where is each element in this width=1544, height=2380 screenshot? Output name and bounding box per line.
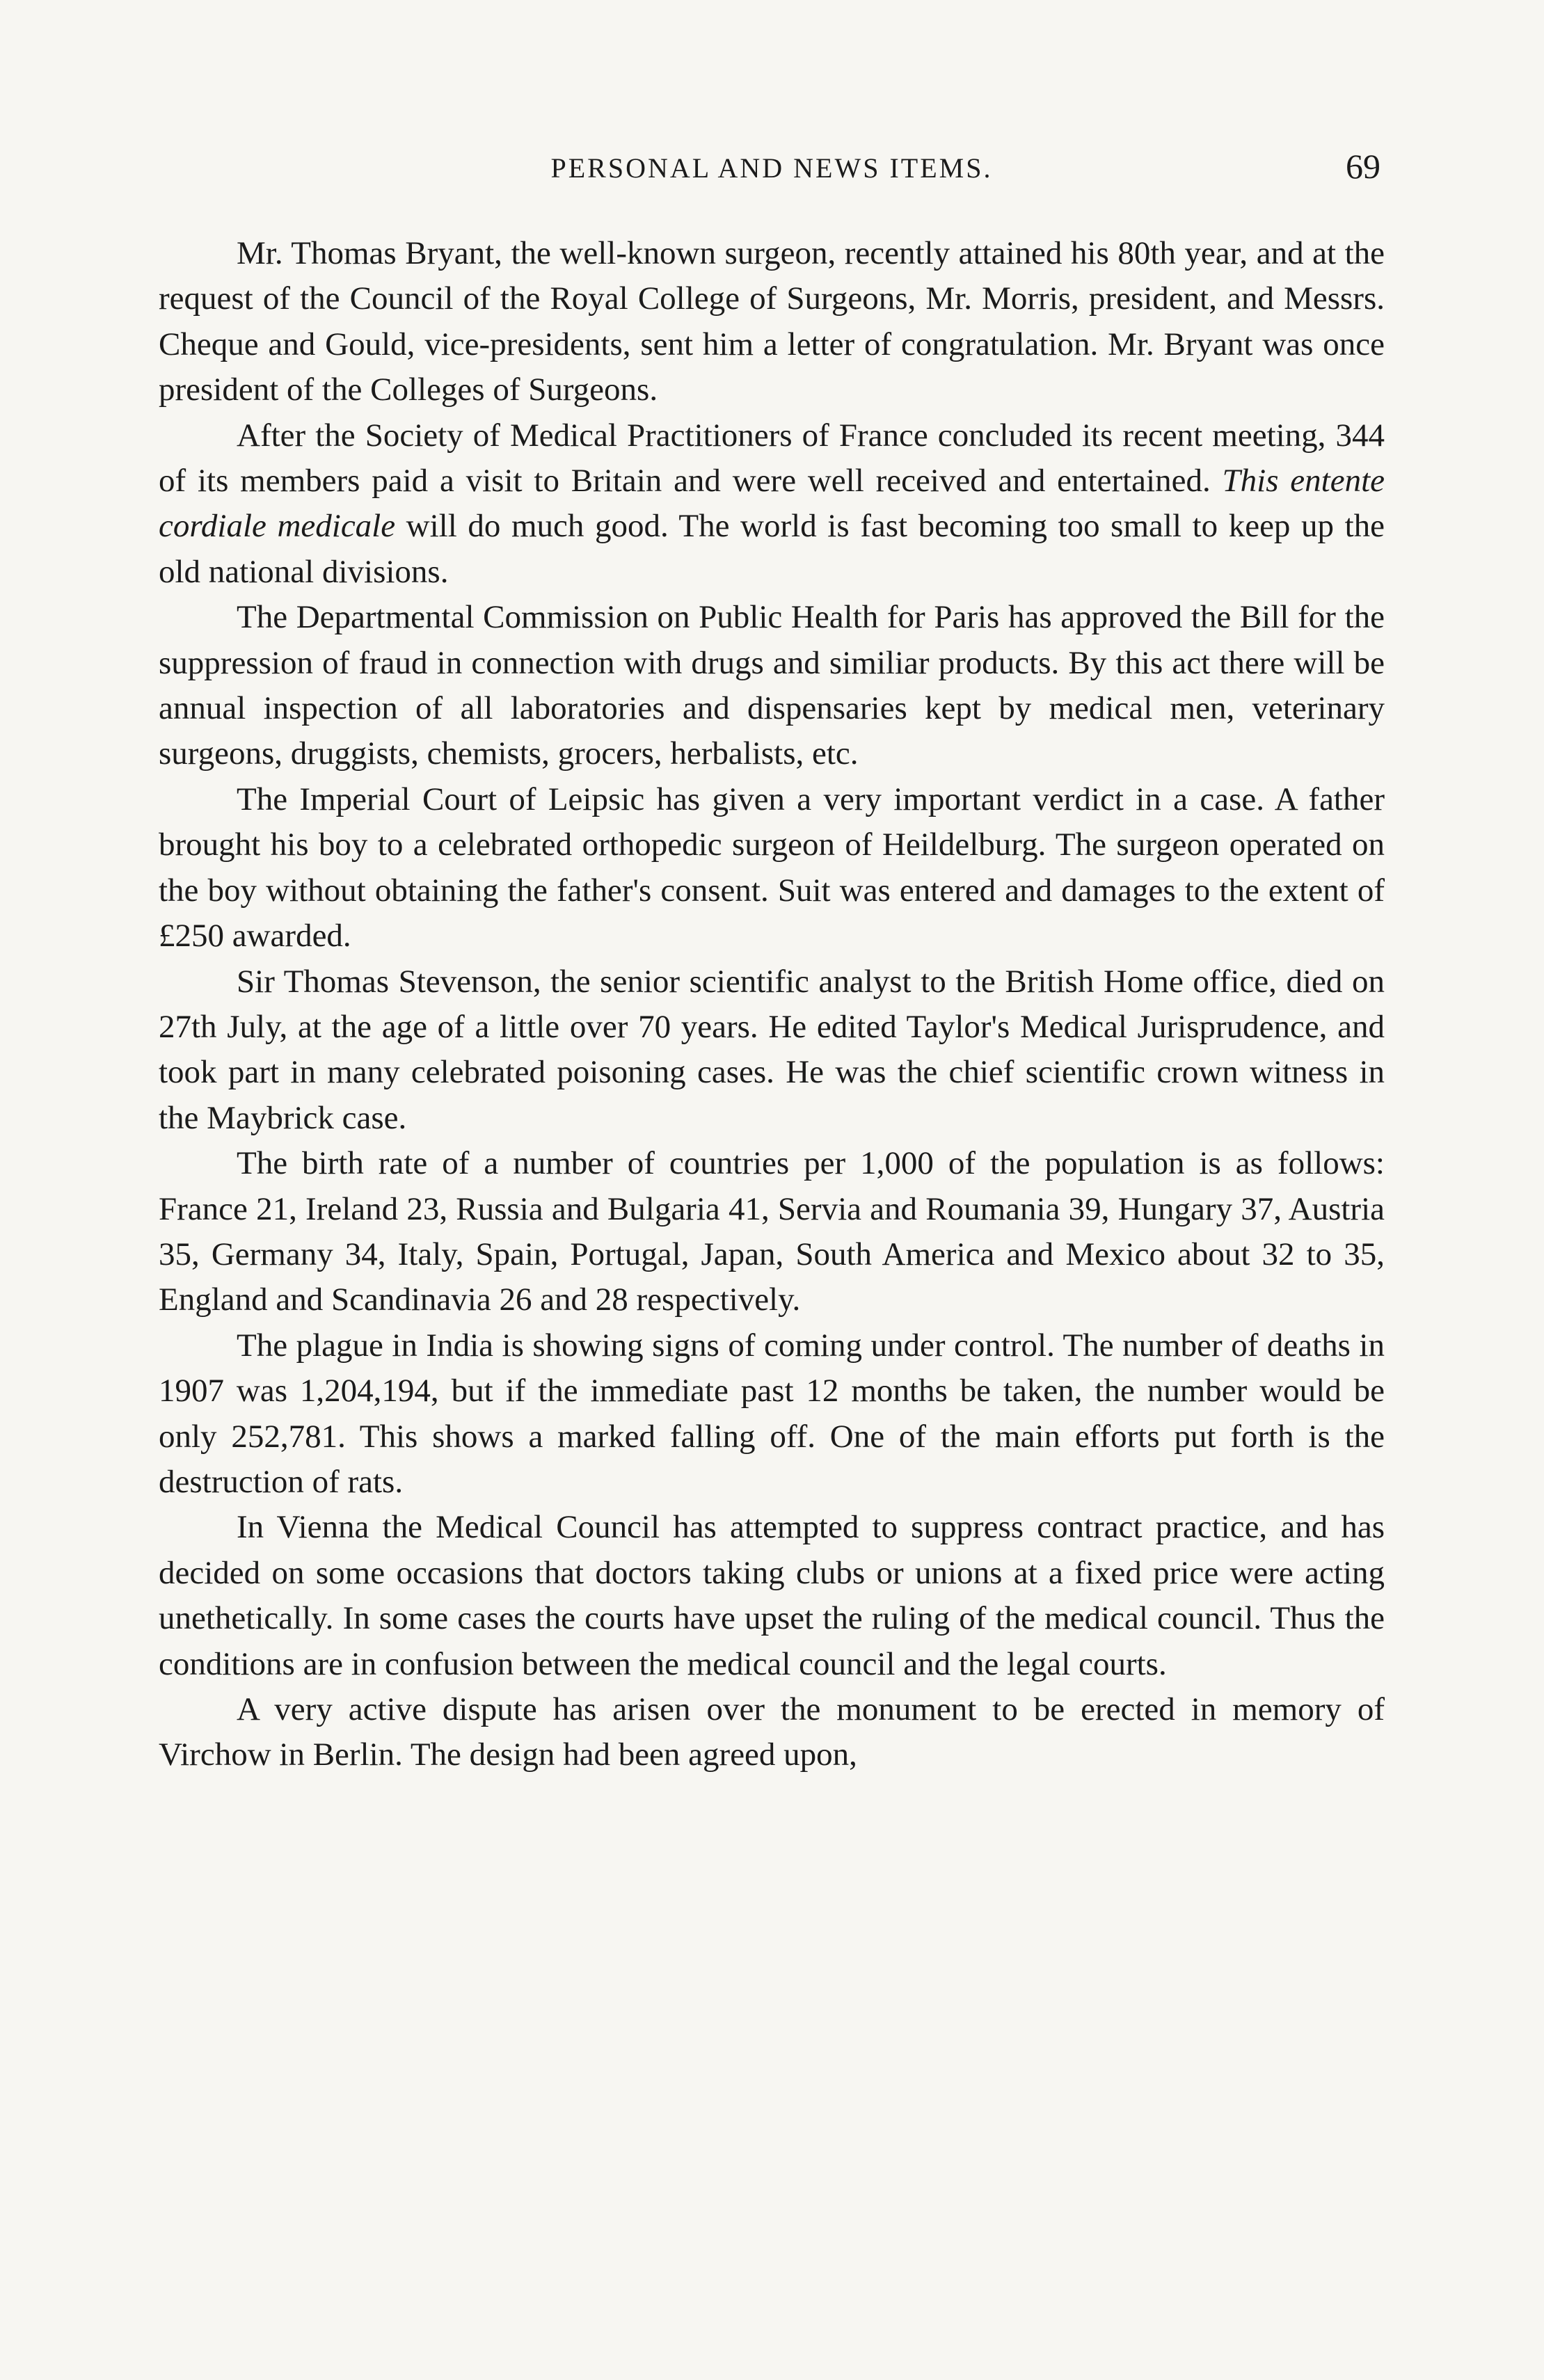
- document-page: [159, 146, 1385, 1778]
- paragraph-plague-india: The plague in India is showing signs of coming under control. The number of deaths in 1907 was 1,204,194, but if the immediate past 12 months be taken, the number would be only 252,781. This shows a marked falling off. One of the main efforts put forth is the destruction of rats.: [159, 1327, 1385, 1500]
- paragraph-segment: will do much good. The world is fast becoming too small to keep up the old national divisions.: [159, 508, 1385, 590]
- paragraph-virchow-monument: A very active dispute has arisen over the monument to be erected in memory of Virchow in Berlin. The design had been agreed upon,: [159, 1691, 1385, 1773]
- paragraph-leipsic-court: The Imperial Court of Leipsic has given a very important verdict in a case. A father brought his boy to a celebrated orthopedic surgeon of Heildelburg. The surgeon operated on the boy without obtaining the father's consent. Suit was entered and damages to the extent of £250 awarded.: [159, 781, 1385, 955]
- running-head: [159, 146, 1385, 202]
- paragraph-french-practitioners: [159, 413, 1385, 596]
- body-text: [159, 231, 1385, 1778]
- paragraph-segment: After the Society of Medical Practitioners of France concluded its recent meeting, 344 of its members paid a visit to Britain and were well received and entertained.: [159, 417, 1385, 500]
- paragraph-vienna-council: In Vienna the Medical Council has attempted to suppress contract practice, and has decided on some occasions that doctors taking clubs or unions at a fixed price were acting unethetically. In some cases the courts have upset the ruling of the medical council. Thus the conditions are in confusion between the medical council and the legal courts.: [159, 1509, 1385, 1682]
- page-number: 69: [1346, 147, 1380, 186]
- paragraph-bryant: Mr. Thomas Bryant, the well-known surgeon, recently attained his 80th year, and at the request of the Council of the Royal College of Surgeons, Mr. Morris, president, and Messrs. Cheque and Gould, vice-presidents, sent him a letter of congratulation. Mr. Bryant was once president of the Colleges of Surgeons.: [159, 235, 1385, 408]
- italic-phrase: This entente cordiale medicale: [159, 463, 1385, 545]
- paragraph-paris-commission: The Departmental Commission on Public Health for Paris has approved the Bill for the suppression of fraud in connection with drugs and similiar products. By this act there will be annual inspection of all laboratories and dispensaries kept by medical men, veterinary surgeons, druggists, chemists, grocers, herbalists, etc.: [159, 599, 1385, 772]
- paragraph-birth-rate: The birth rate of a number of countries per 1,000 of the population is as follows: France 21, Ireland 23, Russia and Bulgaria 41, Servia and Roumania 39, Hungary 37, Austria 35, Germany 34, Italy, Spain, Portugal, Japan, South America and Mexico about 32 to 35, England and Scandinavia 26 and 28 respectively.: [159, 1145, 1385, 1318]
- header-title: PERSONAL AND NEWS ITEMS.: [550, 152, 993, 184]
- paragraph-stevenson: Sir Thomas Stevenson, the senior scientific analyst to the British Home office, died on 27th July, at the age of a little over 70 years. He edited Taylor's Medical Jurisprudence, and took part in many celebrated poisoning cases. He was the chief scientific crown witness in the Maybrick case.: [159, 963, 1385, 1136]
